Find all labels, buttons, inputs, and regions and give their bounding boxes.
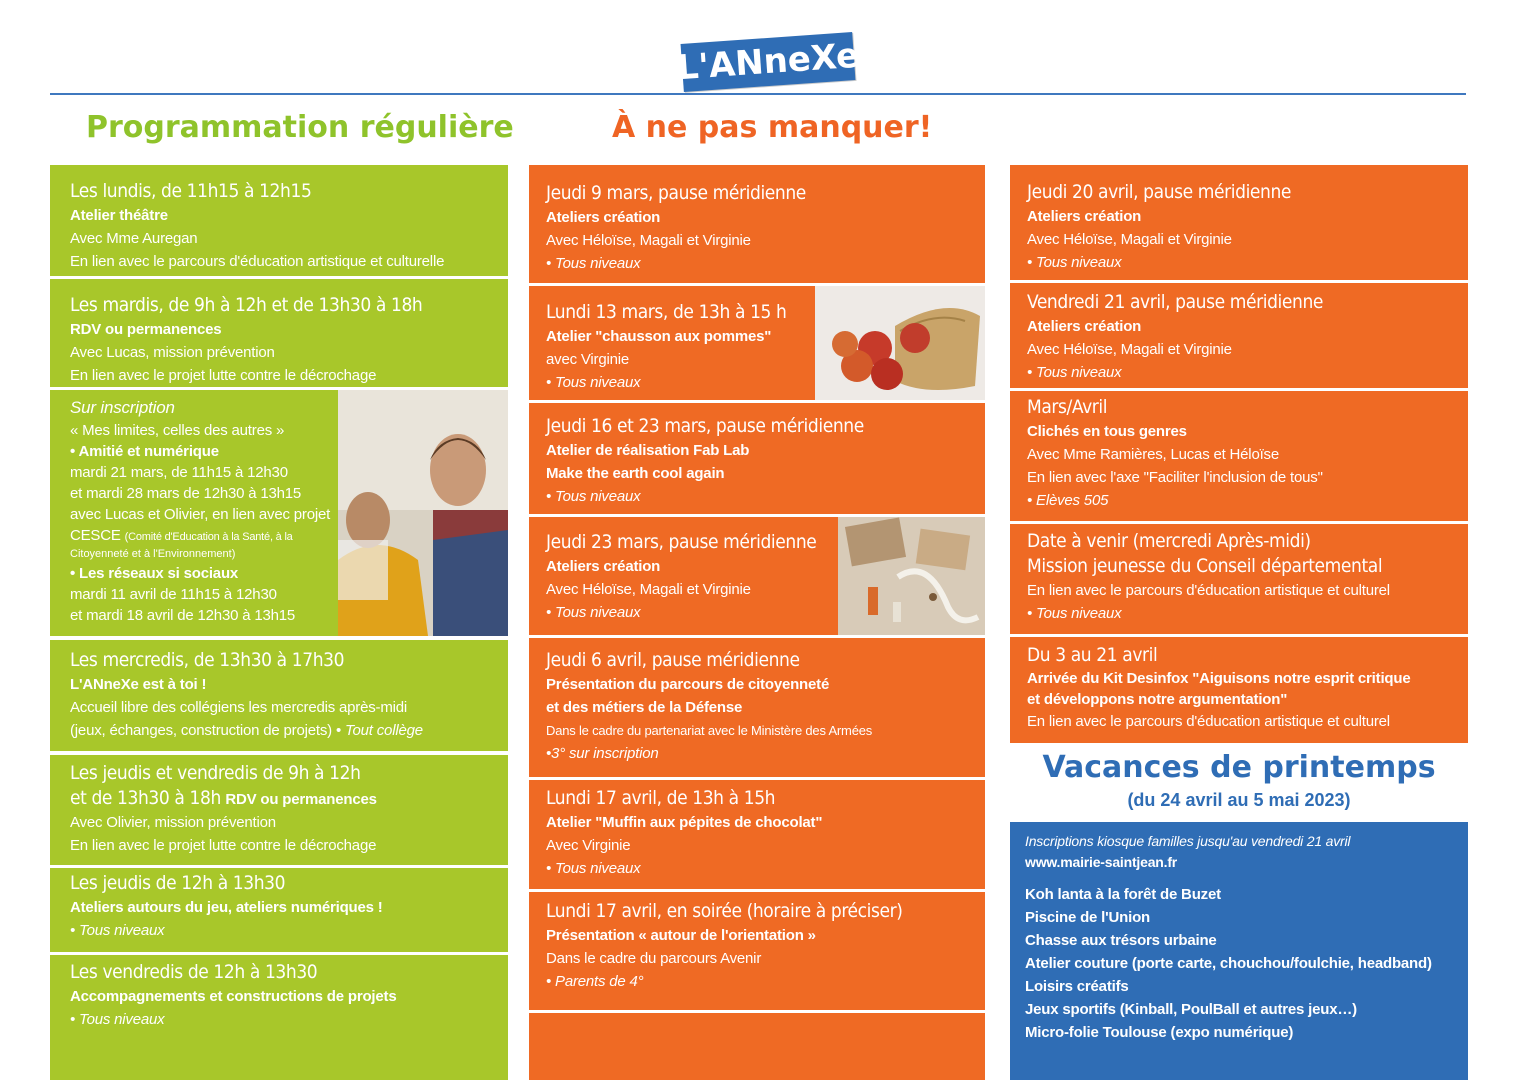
item-title: Mars/Avril bbox=[1027, 396, 1108, 418]
item-line: RDV ou permanences bbox=[70, 321, 222, 338]
item-line: • Elèves 505 bbox=[1027, 492, 1109, 509]
item-line: et mardi 28 mars de 12h30 à 13h15 bbox=[70, 485, 302, 502]
item-line: • Parents de 4° bbox=[546, 973, 644, 990]
item-line: • Tous niveaux bbox=[70, 1011, 165, 1028]
item-line: • Tous niveaux bbox=[546, 488, 641, 505]
regular-item-thursday-lunch bbox=[50, 868, 508, 952]
event-mid-4 bbox=[529, 517, 985, 635]
item-title: Les mercredis, de 13h30 à 17h30 bbox=[70, 649, 345, 671]
item-line: Atelier de réalisation Fab Lab bbox=[546, 442, 750, 459]
item-line: En lien avec le parcours d'éducation artistique et culturelle bbox=[70, 253, 445, 270]
item-line: « Mes limites, celles des autres » bbox=[70, 422, 285, 439]
regular-item-registration bbox=[50, 390, 508, 636]
event-mid-7 bbox=[529, 892, 985, 1010]
event-mid-1 bbox=[529, 165, 985, 283]
item-line: •3° sur inscription bbox=[546, 745, 659, 762]
vacation-site: www.mairie-saintjean.fr bbox=[1025, 854, 1178, 870]
logo-text: L'ANneXe bbox=[675, 35, 861, 89]
item-title: Sur inscription bbox=[70, 398, 175, 417]
vacation-dates: (du 24 avril au 5 mai 2023) bbox=[1127, 790, 1351, 810]
item-title-2: Mission jeunesse du Conseil départemental bbox=[1027, 555, 1383, 577]
item-title-bold: RDV ou permanences bbox=[225, 791, 377, 808]
item-line: En lien avec le parcours d'éducation artistique et culturel bbox=[1027, 713, 1390, 730]
item-line: et mardi 18 avril de 12h30 à 13h15 bbox=[70, 607, 296, 624]
vacation-activity: Atelier couture (porte carte, chouchou/foulchie, headband) bbox=[1025, 955, 1432, 972]
regular-item-friday-lunch bbox=[50, 955, 508, 1080]
heading-regular: Programmation régulière bbox=[86, 110, 514, 145]
item-title: Lundi 13 mars, de 13h à 15 h bbox=[546, 301, 787, 323]
vacation-activity: Jeux sportifs (Kinball, PoulBall et autres jeux…) bbox=[1025, 1001, 1357, 1018]
header-rule bbox=[50, 93, 1466, 95]
item-title: Jeudi 23 mars, pause méridienne bbox=[546, 531, 817, 553]
item-line: Atelier "chausson aux pommes" bbox=[546, 328, 772, 345]
item-line: • Les réseaux si sociaux bbox=[70, 565, 239, 582]
event-right-4 bbox=[1010, 524, 1468, 634]
item-title: Jeudi 6 avril, pause méridienne bbox=[546, 649, 800, 671]
logo bbox=[675, 32, 861, 92]
event-mid-3 bbox=[529, 403, 985, 514]
vacation-box bbox=[1010, 822, 1468, 1080]
event-mid-5 bbox=[529, 638, 985, 777]
item-line: Avec Lucas, mission prévention bbox=[70, 344, 275, 361]
item-line: Avec Olivier, mission prévention bbox=[70, 814, 276, 831]
item-line: • Tous niveaux bbox=[1027, 364, 1122, 381]
item-line: Arrivée du Kit Desinfox "Aiguisons notre esprit critique bbox=[1027, 670, 1411, 687]
event-mid-6 bbox=[529, 780, 985, 889]
heading-not-to-miss: À ne pas manquer! bbox=[612, 110, 933, 145]
item-title: Jeudi 16 et 23 mars, pause méridienne bbox=[546, 415, 864, 437]
item-title: Jeudi 20 avril, pause méridienne bbox=[1027, 181, 1292, 203]
event-mid-2 bbox=[529, 286, 985, 400]
item-line: Clichés en tous genres bbox=[1027, 423, 1187, 440]
item-title: Date à venir (mercredi Après-midi) bbox=[1027, 530, 1311, 552]
regular-item-wednesday bbox=[50, 640, 508, 751]
item-title: Les jeudis de 12h à 13h30 bbox=[70, 872, 286, 894]
item-line: Avec Héloïse, Magali et Virginie bbox=[1027, 341, 1232, 358]
item-line: • Tous niveaux bbox=[546, 860, 641, 877]
item-line: Ateliers autours du jeu, ateliers numériques ! bbox=[70, 899, 383, 916]
item-title: Vendredi 21 avril, pause méridienne bbox=[1027, 291, 1324, 313]
item-line: Ateliers création bbox=[1027, 208, 1142, 225]
item-line: • Tous niveaux bbox=[546, 374, 641, 391]
item-line: Avec Héloïse, Magali et Virginie bbox=[546, 581, 751, 598]
item-line: Dans le cadre du partenariat avec le Ministère des Armées bbox=[546, 723, 873, 738]
item-title: Les vendredis de 12h à 13h30 bbox=[70, 961, 318, 983]
item-line: • Tous niveaux bbox=[546, 604, 641, 621]
item-line: Atelier théâtre bbox=[70, 207, 168, 224]
item-line: Avec Héloïse, Magali et Virginie bbox=[1027, 231, 1232, 248]
item-title-2: et de 13h30 à 18h bbox=[70, 787, 221, 809]
regular-item-tuesday bbox=[50, 279, 508, 387]
item-line: En lien avec le projet lutte contre le décrochage bbox=[70, 837, 377, 854]
item-title: Jeudi 9 mars, pause méridienne bbox=[546, 182, 806, 204]
item-line: • Tous niveaux bbox=[70, 922, 165, 939]
vacation-activity: Koh lanta à la forêt de Buzet bbox=[1025, 886, 1221, 903]
item-line: Avec Mme Ramières, Lucas et Héloïse bbox=[1027, 446, 1279, 463]
item-line: • Tous niveaux bbox=[546, 255, 641, 272]
item-line: Avec Virginie bbox=[546, 837, 631, 854]
photo-apples bbox=[815, 286, 985, 400]
item-line: • Tout collège bbox=[335, 722, 423, 739]
photo-sewing bbox=[838, 517, 985, 635]
event-right-1 bbox=[1010, 165, 1468, 280]
item-line: • Tous niveaux bbox=[1027, 605, 1122, 622]
item-title: Du 3 au 21 avril bbox=[1027, 644, 1158, 666]
vacation-activity: Loisirs créatifs bbox=[1025, 978, 1129, 995]
item-line: Avec Héloïse, Magali et Virginie bbox=[546, 232, 751, 249]
item-line: et des métiers de la Défense bbox=[546, 699, 743, 716]
event-right-2 bbox=[1010, 283, 1468, 388]
item-line: • Tous niveaux bbox=[1027, 254, 1122, 271]
item-line: Ateliers création bbox=[546, 209, 661, 226]
item-line: mardi 21 mars, de 11h15 à 12h30 bbox=[70, 464, 288, 481]
vacation-activity: Piscine de l'Union bbox=[1025, 909, 1150, 926]
item-line: En lien avec le parcours d'éducation artistique et culturel bbox=[1027, 582, 1390, 599]
item-line: Citoyenneté et à l'Environnement) bbox=[70, 548, 236, 560]
item-line: • Amitié et numérique bbox=[70, 443, 219, 460]
regular-item-monday bbox=[50, 165, 508, 276]
regular-item-thursday-friday bbox=[50, 755, 508, 865]
vacation-info: Inscriptions kiosque familles jusqu'au vendredi 21 avril bbox=[1025, 833, 1351, 849]
item-line: Ateliers création bbox=[1027, 318, 1142, 335]
item-line: (Comité d'Education à la Santé, à la bbox=[124, 531, 293, 543]
item-line: Dans le cadre du parcours Avenir bbox=[546, 950, 762, 967]
item-line: et développons notre argumentation" bbox=[1027, 691, 1288, 708]
item-line: Présentation du parcours de citoyenneté bbox=[546, 676, 830, 693]
event-right-3 bbox=[1010, 391, 1468, 521]
item-title: Lundi 17 avril, de 13h à 15h bbox=[546, 787, 776, 809]
photo-students bbox=[338, 390, 508, 636]
vacation-activity: Micro-folie Toulouse (expo numérique) bbox=[1025, 1024, 1294, 1041]
item-line: Accueil libre des collégiens les mercredis après-midi bbox=[70, 699, 408, 716]
item-title: Les lundis, de 11h15 à 12h15 bbox=[70, 180, 312, 202]
item-line: Ateliers création bbox=[546, 558, 661, 575]
item-line: Accompagnements et constructions de projets bbox=[70, 988, 397, 1005]
item-title: Lundi 17 avril, en soirée (horaire à préciser) bbox=[546, 900, 903, 922]
item-title: Les mardis, de 9h à 12h et de 13h30 à 18h bbox=[70, 294, 423, 316]
item-line: L'ANneXe est à toi ! bbox=[70, 676, 207, 693]
item-line: Atelier "Muffin aux pépites de chocolat" bbox=[546, 814, 823, 831]
item-line: En lien avec l'axe "Faciliter l'inclusion de tous" bbox=[1027, 469, 1323, 486]
vacation-title: Vacances de printemps bbox=[1042, 750, 1436, 785]
event-mid-empty bbox=[529, 1013, 985, 1080]
item-title: Les jeudis et vendredis de 9h à 12h bbox=[70, 762, 361, 784]
item-line: (jeux, échanges, construction de projets) bbox=[70, 722, 332, 739]
item-line: mardi 11 avril de 11h15 à 12h30 bbox=[70, 586, 277, 603]
item-line: avec Virginie bbox=[546, 351, 630, 368]
item-line: En lien avec le projet lutte contre le décrochage bbox=[70, 367, 377, 384]
item-line: CESCE bbox=[70, 527, 121, 544]
item-line: avec Lucas et Olivier, en lien avec projet bbox=[70, 506, 331, 523]
item-line: Présentation « autour de l'orientation » bbox=[546, 927, 816, 944]
vacation-activity: Chasse aux trésors urbaine bbox=[1025, 932, 1217, 949]
item-line: Avec Mme Auregan bbox=[70, 230, 198, 247]
event-right-5 bbox=[1010, 637, 1468, 743]
item-line: Make the earth cool again bbox=[546, 465, 725, 482]
